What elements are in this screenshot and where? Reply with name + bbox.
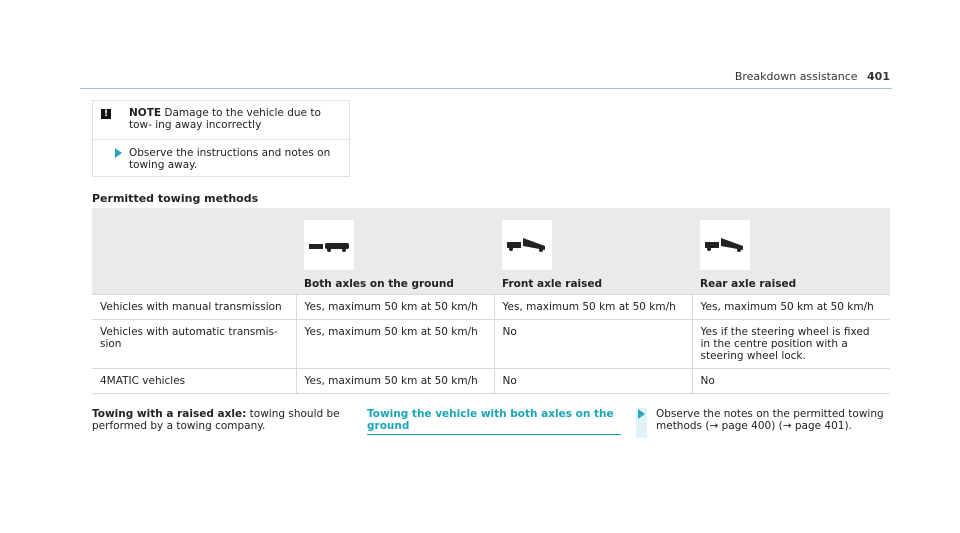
step-text: Observe the notes on the permitted towing methods (→ page 400) (→ page 401). — [656, 408, 884, 432]
note-text — [129, 107, 343, 131]
header-empty — [92, 208, 296, 295]
arrow-icon — [115, 148, 122, 158]
table-cell: 4MATIC vehicles — [92, 369, 296, 394]
table-cell: Yes, maximum 50 km at 50 km/h — [296, 369, 494, 394]
table-cell: Yes, maximum 50 km at 50 km/h — [692, 295, 890, 320]
table-header-row — [92, 208, 890, 295]
car-flat-icon — [309, 240, 349, 252]
tow-rear-raised-image — [700, 220, 750, 270]
table-cell: Vehicles with automatic transmis- sion — [92, 320, 296, 369]
raised-axle-paragraph — [92, 408, 342, 432]
table-title: Permitted towing methods — [92, 192, 259, 205]
table-cell: No — [692, 369, 890, 394]
table-cell: Yes, maximum 50 km at 50 km/h — [494, 295, 692, 320]
note-box — [92, 100, 350, 177]
header-label: Front axle raised — [502, 278, 603, 290]
header-label: Both axles on the ground — [304, 278, 454, 290]
car-rear-raised-icon — [705, 232, 745, 252]
car-front-raised-icon — [507, 232, 547, 252]
section-title: Breakdown assistance — [734, 70, 858, 83]
header-rear-raised — [692, 208, 890, 295]
towing-table — [92, 208, 890, 394]
header-both-axles — [296, 208, 494, 295]
header-divider — [80, 88, 892, 89]
table-cell: No — [494, 320, 692, 369]
page-header — [735, 70, 890, 83]
raised-axle-text: towing should be performed by a towing company. — [92, 408, 340, 432]
page-number: 401 — [867, 70, 890, 83]
header-front-raised — [494, 208, 692, 295]
note-body: Damage to the vehicle due to tow- ing away incorrectly — [129, 107, 321, 131]
note-warning-row — [93, 101, 349, 140]
warning-icon: ! — [101, 109, 111, 119]
table-cell: No — [494, 369, 692, 394]
tow-both-axles-image — [304, 220, 354, 270]
subsection-heading: Towing the vehicle with both axles on the ground — [367, 408, 621, 435]
note-label: NOTE — [129, 107, 162, 119]
header-label: Rear axle raised — [700, 278, 797, 290]
arrow-icon — [638, 409, 645, 419]
table-cell: Yes, maximum 50 km at 50 km/h — [296, 320, 494, 369]
table-cell: Vehicles with manual transmission — [92, 295, 296, 320]
table-row — [92, 369, 890, 394]
note-instruction: Observe the instructions and notes on towing away. — [129, 147, 331, 171]
tow-front-raised-image — [502, 220, 552, 270]
raised-axle-label: Towing with a raised axle: — [92, 408, 247, 420]
table-row — [92, 320, 890, 369]
table-row — [92, 295, 890, 320]
table-cell: Yes if the steering wheel is fixed in the centre position with a steering wheel lock. — [692, 320, 890, 369]
table-cell: Yes, maximum 50 km at 50 km/h — [296, 295, 494, 320]
